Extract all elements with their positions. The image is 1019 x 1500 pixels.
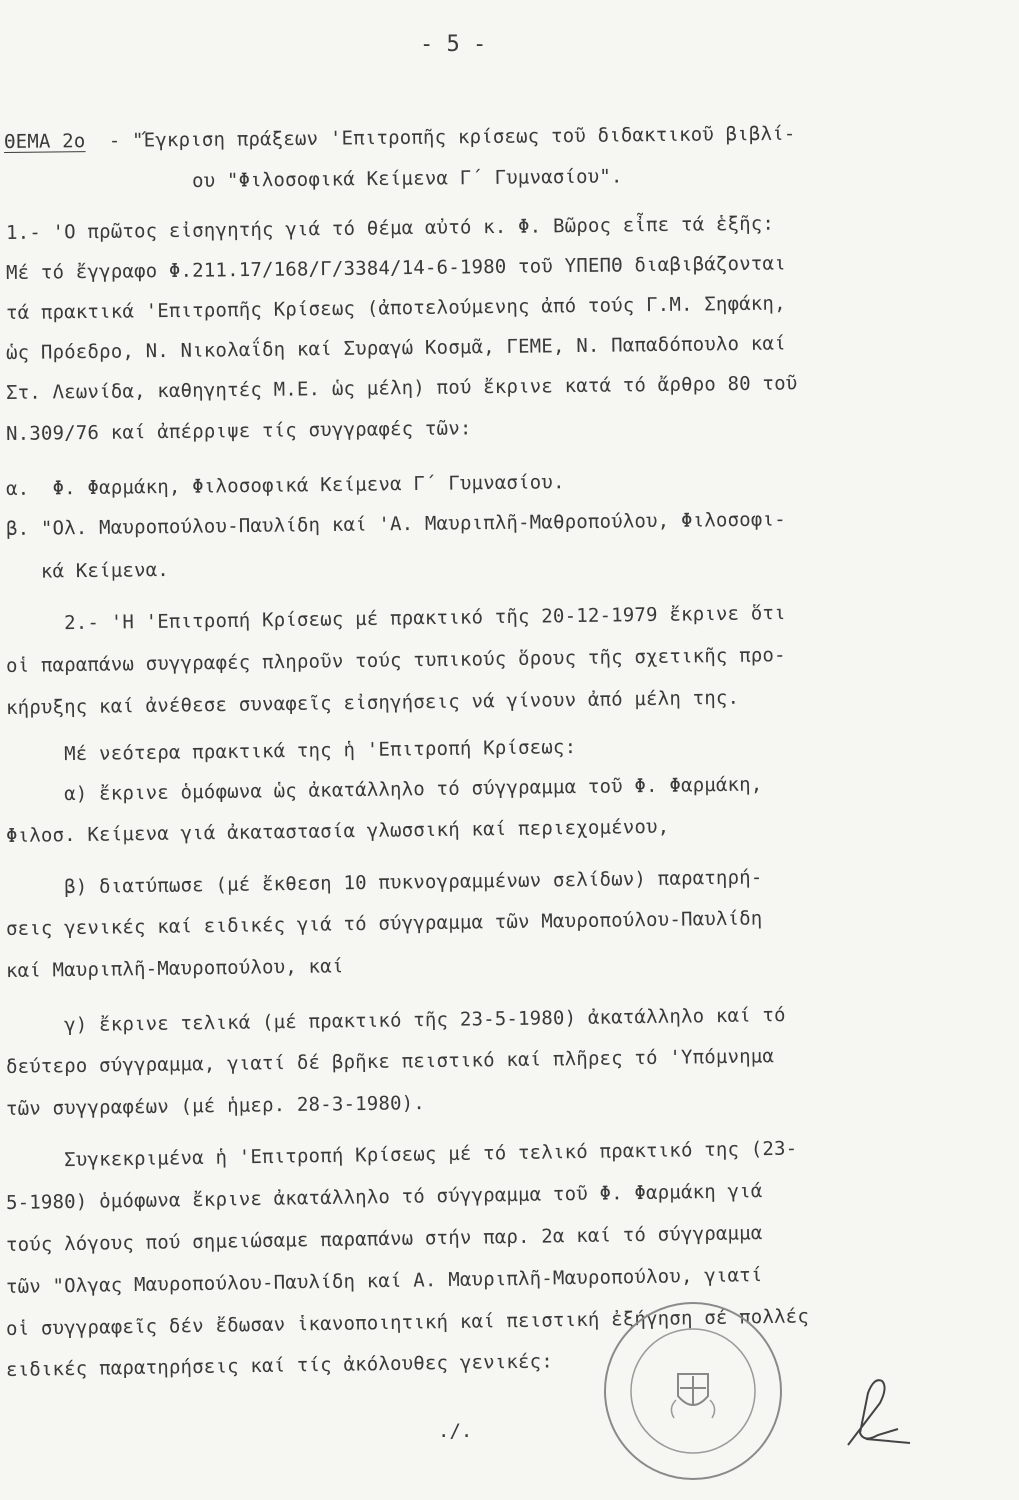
page-number: - 5 - — [420, 32, 487, 57]
para3-line: Μέ νεότερα πρακτικά της ἡ 'Επιτροπή Κρίσεως: — [5, 736, 577, 766]
para2-line: 2.- 'Η 'Επιτροπή Κρίσεως μέ πρακτικό τῆς 20-12-1979 ἔκρινε ὅτι — [5, 602, 786, 635]
para6-line: οἱ συγγραφεῖς δέν ἔδωσαν ἱκανοποιητική καί πειστική ἐξήγηση σέ πολλές — [5, 1305, 810, 1340]
signature-icon — [838, 1373, 918, 1453]
para1-line: Στ. Λεωνίδα, καθηγητές Μ.Ε. ὡς μέλη) πού ἔκρινε κατά τό ἄρθρο 80 τοῦ — [5, 372, 798, 404]
para6-line: τούς λόγους πού σημειώσαμε παραπάνω στήν παρ. 2α καί τό σύγγραμμα — [5, 1222, 763, 1256]
topic-title-line2: ου "Φιλοσοφικά Κείμενα Γ΄ Γυμνασίου". — [191, 165, 623, 192]
para2-line: οἱ παραπάνω συγγραφές πληροῦν τούς τυπικούς ὅρους τῆς σχετικῆς προ- — [5, 644, 786, 677]
para4-line: β) διατύπωσε (μέ ἔκθεση 10 πυκνογραμμένων σελίδων) παρατηρή- — [5, 866, 763, 899]
official-stamp-icon — [598, 1296, 788, 1486]
para6-line: Συγκεκριμένα ἡ 'Επιτροπή Κρίσεως μέ τό τελικό πρακτικό της (23- — [5, 1137, 798, 1172]
para1-line: Μέ τό ἔγγραφο Φ.211.17/168/Γ/3384/14-6-1980 τοῦ ΥΠΕΠΘ διαβιβάζονται — [5, 252, 786, 284]
para1-line: 1.- 'Ο πρῶτος εἰσηγητής γιά τό θέμα αὐτό κ. Φ. Βῶρος εἶπε τά ἑξῆς: — [5, 212, 775, 244]
para4-line: σεις γενικές καί ειδικές γιά τό σύγγραμμα τῶν Μαυροπούλου-Παυλίδη — [5, 907, 763, 940]
list-item: β. "Ολ. Μαυροπούλου-Παυλίδη καί 'Α. Μαυριπλῆ-Μαθροπούλου, Φιλοσοφι- — [5, 508, 786, 540]
para6-line: τῶν "Ολγας Μαυροπούλου-Παυλίδη καί Α. Μαυριπλῆ-Μαυροπούλου, γιατί — [5, 1264, 763, 1298]
para5-line: γ) ἔκρινε τελικά (μέ πρακτικό τῆς 23-5-1980) ἀκατάλληλο καί τό — [5, 1004, 786, 1037]
topic-title-line1: - "Έγκριση πράξεων 'Επιτροπῆς κρίσεως τοῦ διδακτικοῦ βιβλί- — [108, 122, 796, 152]
para1-line: ὡς Πρόεδρο, Ν. Νικολαΐδη καί Συραγώ Κοσμᾶ, ΓΕΜΕ, Ν. Παπαδόπουλο καί — [5, 332, 786, 364]
para6-line: 5-1980) ὁμόφωνα ἔκρινε ἀκατάλληλο τό σύγγραμμα τοῦ Φ. Φαρμάκη γιά — [5, 1180, 763, 1214]
para6-line: ειδικές παρατηρήσεις καί τίς ἀκόλουθες γενικές: — [5, 1350, 554, 1381]
continuation-mark: ./. — [438, 1420, 473, 1442]
list-item: κά Κείμενα. — [5, 559, 170, 583]
para3-line: α) ἔκρινε ὁμόφωνα ὡς ἀκατάλληλο τό σύγγραμμα τοῦ Φ. Φαρμάκη, — [5, 773, 763, 806]
topic-header — [4, 123, 796, 153]
para1-line: Ν.309/76 καί ἀπέρριψε τίς συγγραφές τῶν: — [5, 417, 472, 445]
para5-line: τῶν συγγραφέων (μέ ἡμερ. 28-3-1980). — [5, 1092, 426, 1120]
para5-line: δεύτερο σύγγραμμα, γιατί δέ βρῆκε πειστικό καί πλῆρες τό 'Υπόμνημα — [5, 1045, 775, 1078]
para4-line: καί Μαυριπλῆ-Μαυροπούλου, καί — [5, 955, 344, 982]
para1-line: τά πρακτικά 'Επιτροπῆς Κρίσεως (ἀποτελούμενης ἀπό τούς Γ.Μ. Σηφάκη, — [5, 292, 786, 324]
topic-label: ΘΕΜΑ 2ο — [3, 130, 86, 153]
para3-line: Φιλοσ. Κείμενα γιά ἀκαταστασία γλωσσική καί περιεχομένου, — [5, 815, 670, 847]
list-item: α. Φ. Φαρμάκη, Φιλοσοφικά Κείμενα Γ΄ Γυμνασίου. — [5, 471, 565, 500]
para2-line: κήρυξης καί ἀνέθεσε συναφεῖς εἰσηγήσεις νά γίνουν ἀπό μέλη της. — [5, 686, 740, 719]
